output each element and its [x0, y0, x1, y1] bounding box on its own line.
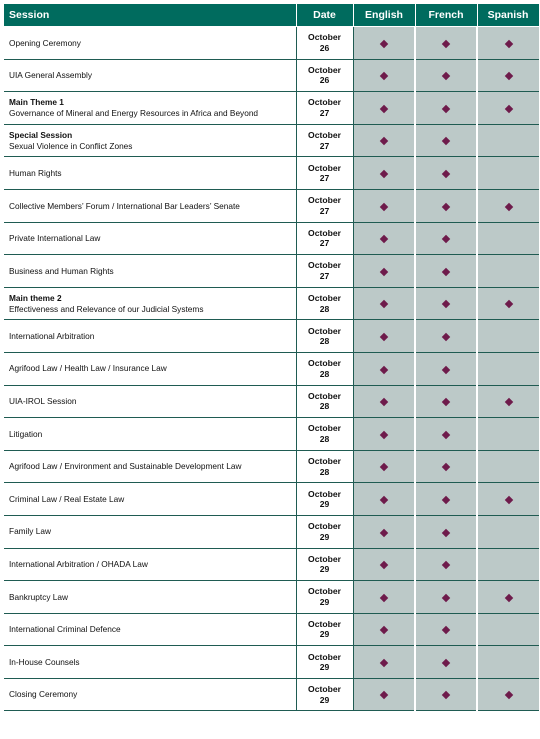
- english-cell: [353, 646, 415, 679]
- diamond-icon: [442, 105, 450, 113]
- spanish-cell: [477, 450, 539, 483]
- diamond-icon: [380, 235, 388, 243]
- table-row: [4, 157, 539, 190]
- schedule-table-wrapper: [4, 4, 539, 711]
- table-row: [4, 320, 539, 353]
- french-cell: [415, 678, 477, 711]
- date-day: 27: [319, 205, 330, 216]
- date-month: October: [308, 162, 341, 173]
- date-month: October: [308, 97, 341, 108]
- session-cell: [4, 352, 296, 385]
- diamond-icon: [380, 365, 388, 373]
- diamond-icon: [442, 365, 450, 373]
- french-cell: [415, 548, 477, 581]
- french-cell: [415, 287, 477, 320]
- session-cell: [4, 124, 296, 157]
- table-row: [4, 352, 539, 385]
- diamond-icon: [504, 398, 512, 406]
- spanish-cell: [477, 222, 539, 255]
- table-body: [4, 27, 539, 711]
- diamond-icon: [442, 496, 450, 504]
- date-month: October: [308, 130, 341, 141]
- date-cell: [296, 287, 353, 320]
- date-day: 27: [319, 238, 330, 249]
- date-day: 28: [319, 336, 330, 347]
- session-cell: [4, 255, 296, 288]
- french-cell: [415, 189, 477, 222]
- session-name: Criminal Law / Real Estate Law: [9, 493, 125, 504]
- diamond-icon: [442, 659, 450, 667]
- session-name: Closing Ceremony: [9, 689, 78, 700]
- session-language-table: [4, 4, 540, 711]
- date-cell: [296, 124, 353, 157]
- date-day: 28: [319, 466, 330, 477]
- english-cell: [353, 157, 415, 190]
- date-month: October: [308, 390, 341, 401]
- table-row: [4, 646, 539, 679]
- session-name: Private International Law: [9, 233, 101, 244]
- diamond-icon: [442, 430, 450, 438]
- session-theme-title: Main theme 2: [9, 293, 62, 304]
- spanish-cell: [477, 124, 539, 157]
- diamond-icon: [442, 170, 450, 178]
- french-cell: [415, 418, 477, 451]
- english-cell: [353, 255, 415, 288]
- spanish-cell: [477, 483, 539, 516]
- diamond-icon: [380, 170, 388, 178]
- spanish-cell: [477, 548, 539, 581]
- table-row: [4, 27, 539, 60]
- diamond-icon: [504, 72, 512, 80]
- date-cell: [296, 418, 353, 451]
- session-name: International Arbitration: [9, 330, 95, 341]
- diamond-icon: [380, 202, 388, 210]
- diamond-icon: [442, 626, 450, 634]
- diamond-icon: [380, 300, 388, 308]
- spanish-cell: [477, 92, 539, 125]
- diamond-icon: [442, 333, 450, 341]
- date-month: October: [308, 651, 341, 662]
- spanish-cell: [477, 59, 539, 92]
- date-day: 29: [319, 564, 330, 575]
- table-row: [4, 548, 539, 581]
- session-name: UIA General Assembly: [9, 70, 93, 81]
- diamond-icon: [380, 398, 388, 406]
- english-cell: [353, 222, 415, 255]
- date-month: October: [308, 358, 341, 369]
- date-day: 29: [319, 596, 330, 607]
- spanish-cell: [477, 515, 539, 548]
- header-date: Date: [296, 4, 353, 27]
- english-cell: [353, 515, 415, 548]
- header-english: English: [353, 4, 415, 27]
- table-row: [4, 581, 539, 614]
- date-cell: [296, 320, 353, 353]
- table-row: [4, 59, 539, 92]
- date-day: 27: [319, 270, 330, 281]
- session-theme-title: Main Theme 1: [9, 97, 64, 108]
- diamond-icon: [380, 333, 388, 341]
- session-cell: [4, 613, 296, 646]
- table-row: [4, 418, 539, 451]
- diamond-icon: [442, 593, 450, 601]
- table-row: [4, 450, 539, 483]
- date-day: 28: [319, 368, 330, 379]
- date-cell: [296, 483, 353, 516]
- session-cell: [4, 287, 296, 320]
- diamond-icon: [380, 268, 388, 276]
- diamond-icon: [442, 561, 450, 569]
- header-french: French: [415, 4, 477, 27]
- french-cell: [415, 515, 477, 548]
- diamond-icon: [380, 691, 388, 699]
- spanish-cell: [477, 385, 539, 418]
- diamond-icon: [442, 202, 450, 210]
- session-cell: [4, 189, 296, 222]
- diamond-icon: [442, 398, 450, 406]
- diamond-icon: [380, 463, 388, 471]
- english-cell: [353, 450, 415, 483]
- date-cell: [296, 548, 353, 581]
- date-month: October: [308, 423, 341, 434]
- session-cell: [4, 418, 296, 451]
- diamond-icon: [442, 39, 450, 47]
- english-cell: [353, 548, 415, 581]
- english-cell: [353, 92, 415, 125]
- diamond-icon: [380, 39, 388, 47]
- french-cell: [415, 483, 477, 516]
- date-cell: [296, 255, 353, 288]
- date-day: 28: [319, 401, 330, 412]
- table-row: [4, 255, 539, 288]
- header-session: Session: [4, 4, 296, 27]
- session-cell: [4, 646, 296, 679]
- diamond-icon: [380, 593, 388, 601]
- session-name: Business and Human Rights: [9, 265, 114, 276]
- date-cell: [296, 59, 353, 92]
- session-name: Human Rights: [9, 167, 62, 178]
- session-name: Governance of Mineral and Energy Resources in Africa and Beyond: [9, 107, 259, 118]
- date-cell: [296, 450, 353, 483]
- french-cell: [415, 59, 477, 92]
- french-cell: [415, 385, 477, 418]
- table-row: [4, 385, 539, 418]
- diamond-icon: [380, 626, 388, 634]
- french-cell: [415, 27, 477, 60]
- french-cell: [415, 157, 477, 190]
- session-cell: [4, 515, 296, 548]
- table-row: [4, 483, 539, 516]
- english-cell: [353, 189, 415, 222]
- diamond-icon: [504, 496, 512, 504]
- date-cell: [296, 352, 353, 385]
- date-cell: [296, 581, 353, 614]
- french-cell: [415, 352, 477, 385]
- session-cell: [4, 222, 296, 255]
- date-cell: [296, 92, 353, 125]
- session-name: Collective Members’ Forum / International Bar Leaders’ Senate: [9, 200, 240, 211]
- session-name: In-House Counsels: [9, 656, 80, 667]
- diamond-icon: [442, 72, 450, 80]
- table-row: [4, 124, 539, 157]
- spanish-cell: [477, 320, 539, 353]
- date-month: October: [308, 227, 341, 238]
- date-month: October: [308, 488, 341, 499]
- session-cell: [4, 678, 296, 711]
- french-cell: [415, 581, 477, 614]
- date-month: October: [308, 586, 341, 597]
- english-cell: [353, 59, 415, 92]
- session-name: Effectiveness and Relevance of our Judicial Systems: [9, 303, 204, 314]
- diamond-icon: [380, 72, 388, 80]
- date-cell: [296, 222, 353, 255]
- date-day: 27: [319, 107, 330, 118]
- date-cell: [296, 678, 353, 711]
- diamond-icon: [504, 300, 512, 308]
- english-cell: [353, 483, 415, 516]
- diamond-icon: [442, 300, 450, 308]
- session-name: Litigation: [9, 428, 43, 439]
- session-name: Bankruptcy Law: [9, 591, 69, 602]
- table-row: [4, 678, 539, 711]
- spanish-cell: [477, 418, 539, 451]
- date-cell: [296, 646, 353, 679]
- spanish-cell: [477, 157, 539, 190]
- french-cell: [415, 124, 477, 157]
- english-cell: [353, 678, 415, 711]
- diamond-icon: [504, 202, 512, 210]
- spanish-cell: [477, 287, 539, 320]
- date-month: October: [308, 260, 341, 271]
- diamond-icon: [504, 105, 512, 113]
- session-cell: [4, 385, 296, 418]
- french-cell: [415, 613, 477, 646]
- session-cell: [4, 59, 296, 92]
- table-row: [4, 189, 539, 222]
- spanish-cell: [477, 613, 539, 646]
- date-month: October: [308, 684, 341, 695]
- date-month: October: [308, 521, 341, 532]
- session-cell: [4, 450, 296, 483]
- spanish-cell: [477, 352, 539, 385]
- date-day: 27: [319, 140, 330, 151]
- date-month: October: [308, 456, 341, 467]
- date-month: October: [308, 32, 341, 43]
- date-day: 26: [319, 75, 330, 86]
- date-day: 26: [319, 42, 330, 53]
- date-cell: [296, 189, 353, 222]
- diamond-icon: [504, 39, 512, 47]
- spanish-cell: [477, 189, 539, 222]
- date-day: 29: [319, 629, 330, 640]
- french-cell: [415, 320, 477, 353]
- english-cell: [353, 385, 415, 418]
- date-cell: [296, 157, 353, 190]
- diamond-icon: [380, 528, 388, 536]
- date-cell: [296, 385, 353, 418]
- date-month: October: [308, 325, 341, 336]
- english-cell: [353, 287, 415, 320]
- english-cell: [353, 124, 415, 157]
- session-theme-title: Special Session: [9, 130, 73, 141]
- diamond-icon: [442, 691, 450, 699]
- session-name: Family Law: [9, 526, 51, 537]
- table-row: [4, 613, 539, 646]
- date-day: 28: [319, 433, 330, 444]
- header-spanish: Spanish: [477, 4, 539, 27]
- date-day: 29: [319, 499, 330, 510]
- diamond-icon: [380, 496, 388, 504]
- date-cell: [296, 27, 353, 60]
- session-cell: [4, 581, 296, 614]
- french-cell: [415, 450, 477, 483]
- date-month: October: [308, 195, 341, 206]
- table-row: [4, 222, 539, 255]
- session-name: UIA-IROL Session: [9, 396, 77, 407]
- session-name: Agrifood Law / Environment and Sustainable Development Law: [9, 461, 242, 472]
- diamond-icon: [504, 691, 512, 699]
- session-cell: [4, 27, 296, 60]
- english-cell: [353, 27, 415, 60]
- diamond-icon: [380, 105, 388, 113]
- spanish-cell: [477, 27, 539, 60]
- date-day: 29: [319, 662, 330, 673]
- table-row: [4, 515, 539, 548]
- date-month: October: [308, 293, 341, 304]
- french-cell: [415, 255, 477, 288]
- session-name: Opening Ceremony: [9, 37, 81, 48]
- session-cell: [4, 548, 296, 581]
- date-month: October: [308, 618, 341, 629]
- date-month: October: [308, 553, 341, 564]
- english-cell: [353, 418, 415, 451]
- english-cell: [353, 320, 415, 353]
- spanish-cell: [477, 255, 539, 288]
- diamond-icon: [380, 561, 388, 569]
- english-cell: [353, 581, 415, 614]
- table-row: [4, 287, 539, 320]
- date-day: 29: [319, 531, 330, 542]
- diamond-icon: [380, 659, 388, 667]
- session-cell: [4, 320, 296, 353]
- table-row: [4, 92, 539, 125]
- spanish-cell: [477, 678, 539, 711]
- date-month: October: [308, 64, 341, 75]
- english-cell: [353, 352, 415, 385]
- session-name: Agrifood Law / Health Law / Insurance Law: [9, 363, 167, 374]
- french-cell: [415, 646, 477, 679]
- session-name: Sexual Violence in Conflict Zones: [9, 140, 133, 151]
- diamond-icon: [442, 528, 450, 536]
- date-day: 27: [319, 173, 330, 184]
- french-cell: [415, 222, 477, 255]
- spanish-cell: [477, 581, 539, 614]
- date-day: 28: [319, 303, 330, 314]
- diamond-icon: [504, 593, 512, 601]
- diamond-icon: [380, 430, 388, 438]
- date-day: 29: [319, 694, 330, 705]
- session-name: International Criminal Defence: [9, 624, 121, 635]
- diamond-icon: [380, 137, 388, 145]
- session-name: International Arbitration / OHADA Law: [9, 559, 148, 570]
- diamond-icon: [442, 463, 450, 471]
- english-cell: [353, 613, 415, 646]
- table-header: [4, 4, 539, 27]
- date-cell: [296, 613, 353, 646]
- diamond-icon: [442, 235, 450, 243]
- session-cell: [4, 92, 296, 125]
- session-cell: [4, 157, 296, 190]
- diamond-icon: [442, 268, 450, 276]
- diamond-icon: [442, 137, 450, 145]
- spanish-cell: [477, 646, 539, 679]
- date-cell: [296, 515, 353, 548]
- session-cell: [4, 483, 296, 516]
- french-cell: [415, 92, 477, 125]
